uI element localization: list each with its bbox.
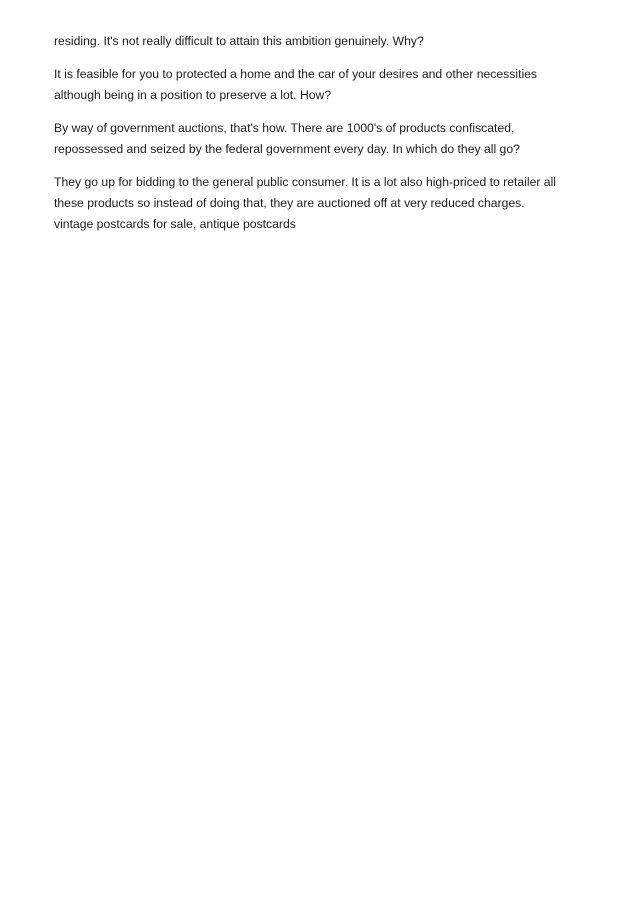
paragraph-2 (54, 64, 594, 106)
document-body (54, 31, 594, 247)
text-line: these products so instead of doing that, they are auctioned off at very reduced charges. (54, 196, 525, 210)
paragraph-3 (54, 118, 594, 160)
text-line: They go up for bidding to the general public consumer. It is a lot also high-priced to retailer all (54, 175, 557, 189)
text-line: although being in a position to preserve a lot. How? (54, 88, 332, 102)
text-line: It is feasible for you to protected a home and the car of your desires and other necessities (54, 67, 538, 81)
paragraph-4 (54, 172, 594, 235)
text-line: repossessed and seized by the federal government every day. In which do they all go? (54, 142, 520, 156)
text-line: residing. It's not really difficult to attain this ambition genuinely. Why? (54, 34, 424, 48)
text-line: vintage postcards for sale, antique postcards (54, 217, 296, 231)
text-line: By way of government auctions, that's how. There are 1000's of products confiscated, (54, 121, 515, 135)
paragraph-1 (54, 31, 594, 52)
